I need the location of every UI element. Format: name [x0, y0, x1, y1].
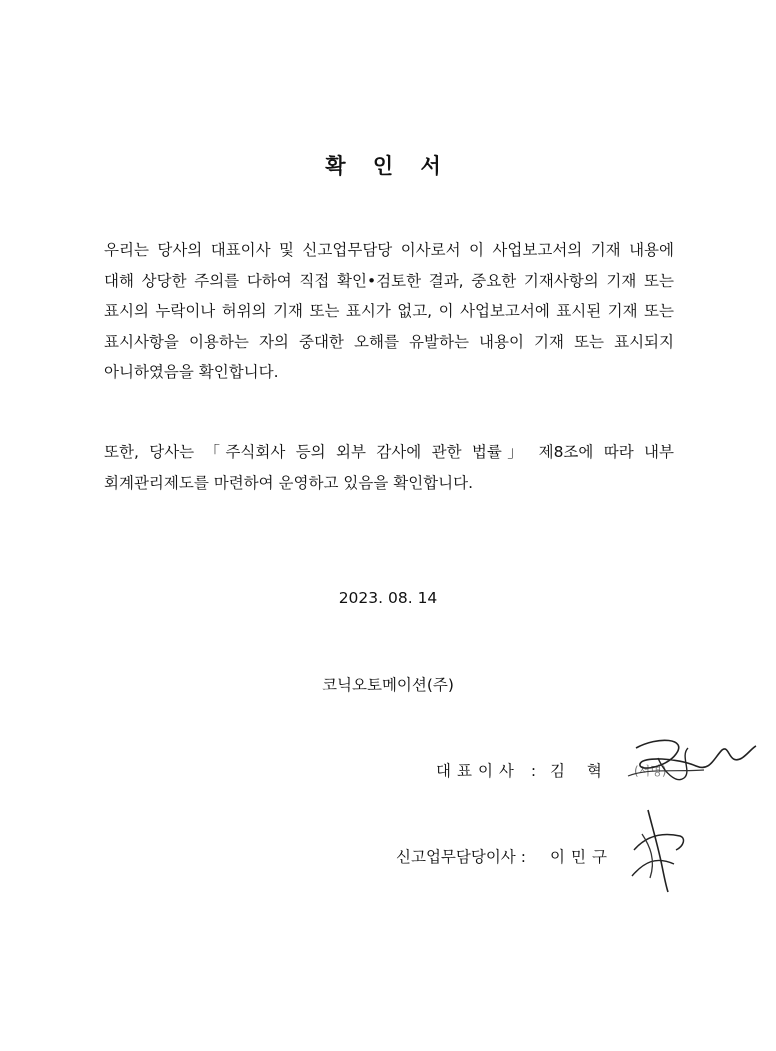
confirmation-paragraph: 우리는 당사의 대표이사 및 신고업무담당 이사로서 이 사업보고서의 기재 내용에 대해 상당한 주의를 다하여 직접 확인•검토한 결과, 중요한 기재사항의 기재 또는 표시의 누락이나 허위의 기재 또는 표시가 없고, 이 사업보고서에 표시된 기재 또는 표시사항을 이용하는 자의 중대한 오해를 유발하는 내용이 기재 또는 표시되지 아니하였음을 확인합니다. — [104, 241, 674, 381]
document-title: 확 인 서 — [325, 154, 451, 178]
ceo-name: 김 혁 — [550, 762, 606, 780]
cfo-name: 이민구 — [550, 848, 613, 866]
signature-mark-text: (서명) — [634, 764, 667, 778]
ceo-label: 대표이사 : — [436, 762, 543, 780]
document-date: 2023. 08. 14 — [338, 589, 438, 607]
company-name: 코닉오토메이션(주) — [322, 676, 454, 694]
cfo-signature-image — [628, 806, 690, 894]
ceo-signature-image — [618, 728, 758, 792]
internal-control-paragraph: 또한, 당사는 「주식회사 등의 외부 감사에 관한 법률」 제8조에 따라 내부 회계관리제도를 마련하여 운영하고 있음을 확인합니다. — [104, 443, 674, 492]
cfo-label: 신고업무담당이사 : — [396, 848, 526, 866]
